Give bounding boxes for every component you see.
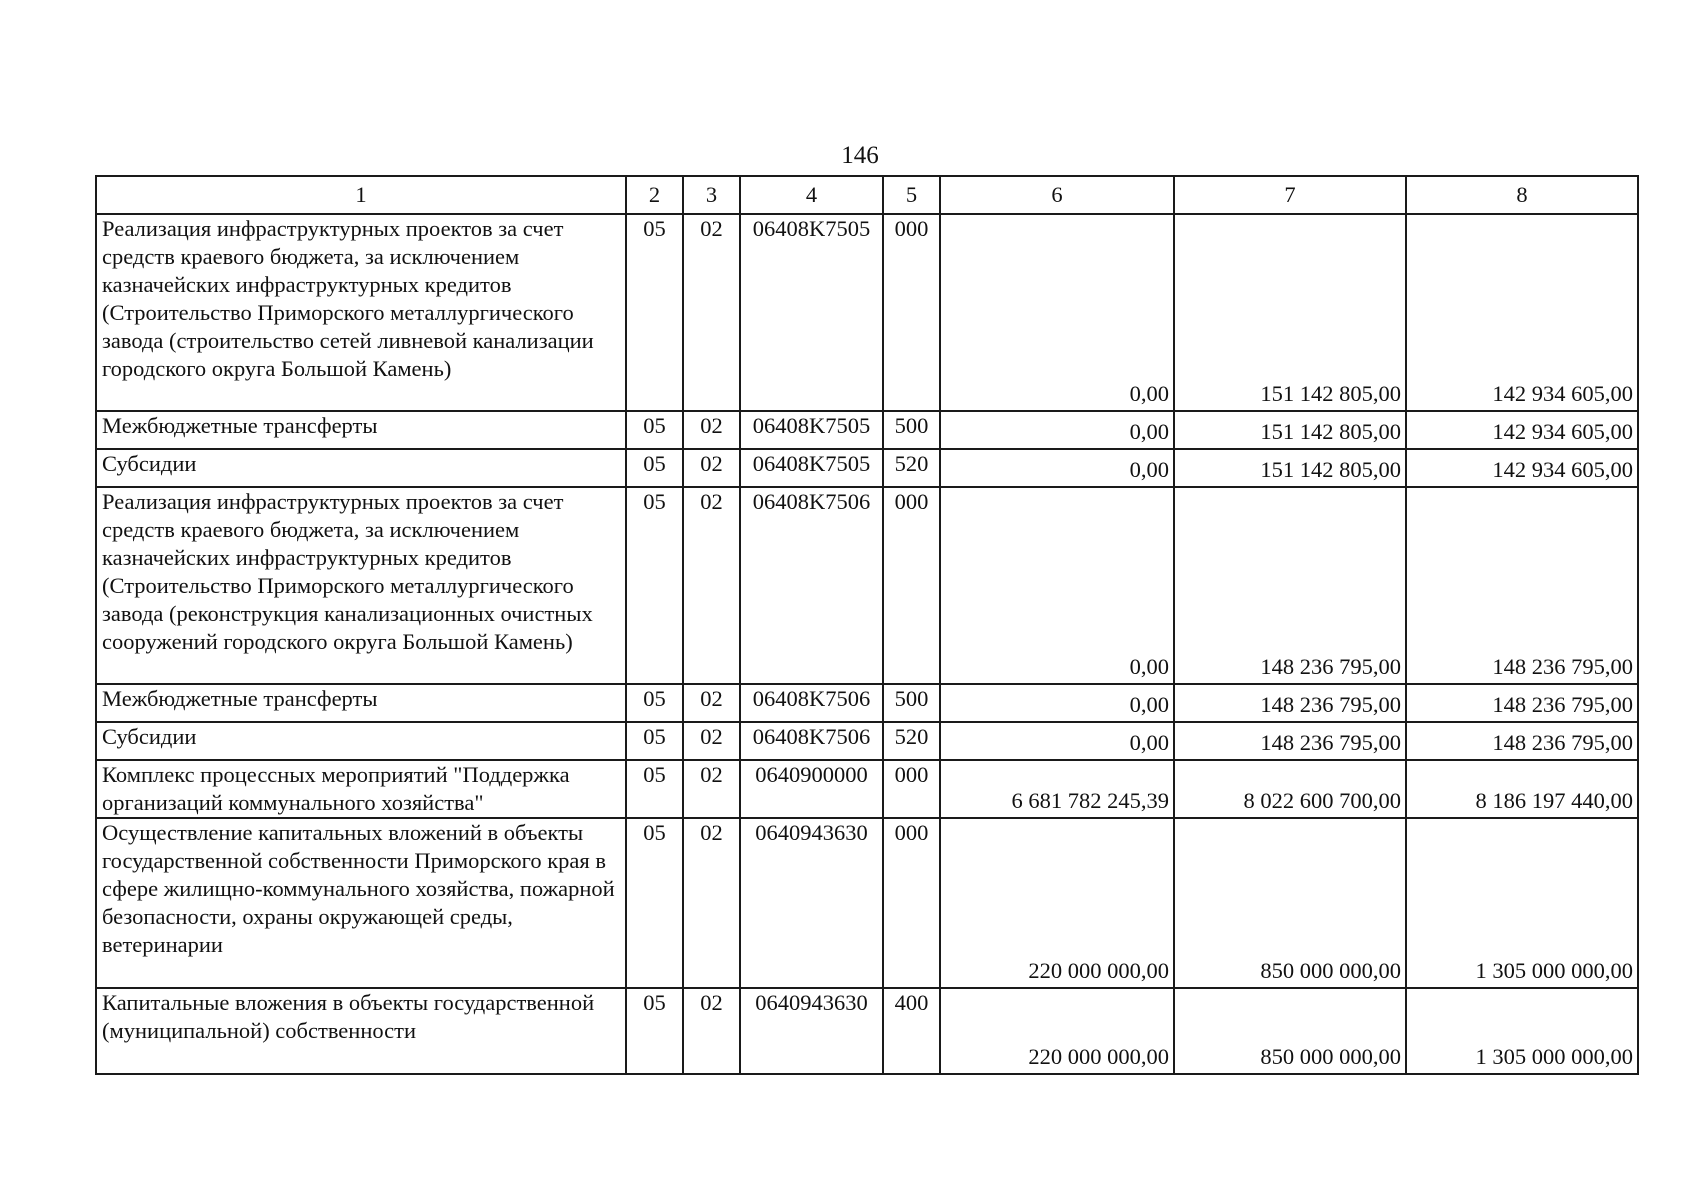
target-article-code: 06408K7506 <box>740 722 883 760</box>
section-code: 05 <box>626 684 683 722</box>
table-row <box>96 487 1638 684</box>
table-row <box>96 722 1638 760</box>
amount-col6: 0,00 <box>940 449 1174 487</box>
row-name: Реализация инфраструктурных проектов за счет средств краевого бюджета, за исключением казначейских инфраструктурных кредитов (Строительство Приморского металлургического завода (реконструкция канализационных очистных сооружений городского округа Большой Камень) <box>96 487 626 684</box>
expense-type-code: 000 <box>883 760 940 818</box>
amount-col6: 0,00 <box>940 487 1174 684</box>
subsection-code: 02 <box>683 411 740 449</box>
row-name: Осуществление капитальных вложений в объекты государственной собственности Приморского края в сфере жилищно-коммунального хозяйства, пожарной безопасности, охраны окружающей среды, ветеринарии <box>96 818 626 988</box>
table-row <box>96 684 1638 722</box>
amount-col8: 142 934 605,00 <box>1406 411 1638 449</box>
expense-type-code: 500 <box>883 411 940 449</box>
subsection-code: 02 <box>683 760 740 818</box>
target-article-code: 0640943630 <box>740 988 883 1074</box>
amount-col7: 148 236 795,00 <box>1174 684 1406 722</box>
section-code: 05 <box>626 988 683 1074</box>
expense-type-code: 520 <box>883 449 940 487</box>
subsection-code: 02 <box>683 214 740 411</box>
column-header: 7 <box>1174 176 1406 214</box>
expense-type-code: 000 <box>883 487 940 684</box>
budget-table <box>95 175 1639 1075</box>
row-name: Реализация инфраструктурных проектов за счет средств краевого бюджета, за исключением казначейских инфраструктурных кредитов (Строительство Приморского металлургического завода (строительство сетей ливневой канализации городского округа Большой Камень) <box>96 214 626 411</box>
row-name: Капитальные вложения в объекты государственной (муниципальной) собственности <box>96 988 626 1074</box>
section-code: 05 <box>626 760 683 818</box>
target-article-code: 0640943630 <box>740 818 883 988</box>
section-code: 05 <box>626 411 683 449</box>
amount-col7: 850 000 000,00 <box>1174 988 1406 1074</box>
amount-col8: 148 236 795,00 <box>1406 487 1638 684</box>
amount-col7: 151 142 805,00 <box>1174 411 1406 449</box>
amount-col7: 8 022 600 700,00 <box>1174 760 1406 818</box>
target-article-code: 06408K7506 <box>740 684 883 722</box>
section-code: 05 <box>626 722 683 760</box>
amount-col8: 1 305 000 000,00 <box>1406 988 1638 1074</box>
amount-col8: 148 236 795,00 <box>1406 684 1638 722</box>
amount-col6: 0,00 <box>940 411 1174 449</box>
table-row <box>96 988 1638 1074</box>
amount-col7: 151 142 805,00 <box>1174 214 1406 411</box>
amount-col8: 148 236 795,00 <box>1406 722 1638 760</box>
target-article-code: 0640900000 <box>740 760 883 818</box>
subsection-code: 02 <box>683 722 740 760</box>
amount-col6: 0,00 <box>940 684 1174 722</box>
amount-col8: 142 934 605,00 <box>1406 449 1638 487</box>
subsection-code: 02 <box>683 449 740 487</box>
table-row <box>96 449 1638 487</box>
amount-col7: 148 236 795,00 <box>1174 487 1406 684</box>
column-header: 3 <box>683 176 740 214</box>
expense-type-code: 520 <box>883 722 940 760</box>
row-name: Субсидии <box>96 722 626 760</box>
section-code: 05 <box>626 449 683 487</box>
expense-type-code: 000 <box>883 818 940 988</box>
table-header-row <box>96 176 1638 214</box>
table-row <box>96 760 1638 818</box>
amount-col7: 850 000 000,00 <box>1174 818 1406 988</box>
amount-col7: 148 236 795,00 <box>1174 722 1406 760</box>
amount-col8: 1 305 000 000,00 <box>1406 818 1638 988</box>
expense-type-code: 400 <box>883 988 940 1074</box>
expense-type-code: 500 <box>883 684 940 722</box>
subsection-code: 02 <box>683 684 740 722</box>
amount-col6: 220 000 000,00 <box>940 988 1174 1074</box>
section-code: 05 <box>626 214 683 411</box>
amount-col6: 6 681 782 245,39 <box>940 760 1174 818</box>
expense-type-code: 000 <box>883 214 940 411</box>
amount-col8: 142 934 605,00 <box>1406 214 1638 411</box>
column-header: 2 <box>626 176 683 214</box>
section-code: 05 <box>626 487 683 684</box>
table-row <box>96 411 1638 449</box>
row-name: Межбюджетные трансферты <box>96 684 626 722</box>
row-name: Комплекс процессных мероприятий "Поддержка организаций коммунального хозяйства" <box>96 760 626 818</box>
subsection-code: 02 <box>683 818 740 988</box>
target-article-code: 06408K7505 <box>740 214 883 411</box>
amount-col6: 0,00 <box>940 722 1174 760</box>
target-article-code: 06408K7506 <box>740 487 883 684</box>
column-header: 6 <box>940 176 1174 214</box>
subsection-code: 02 <box>683 487 740 684</box>
table-row <box>96 818 1638 988</box>
amount-col7: 151 142 805,00 <box>1174 449 1406 487</box>
row-name: Межбюджетные трансферты <box>96 411 626 449</box>
amount-col6: 220 000 000,00 <box>940 818 1174 988</box>
amount-col6: 0,00 <box>940 214 1174 411</box>
column-header: 4 <box>740 176 883 214</box>
subsection-code: 02 <box>683 988 740 1074</box>
column-header: 1 <box>96 176 626 214</box>
section-code: 05 <box>626 818 683 988</box>
page-number: 146 <box>841 142 879 169</box>
amount-col8: 8 186 197 440,00 <box>1406 760 1638 818</box>
column-header: 5 <box>883 176 940 214</box>
column-header: 8 <box>1406 176 1638 214</box>
target-article-code: 06408K7505 <box>740 449 883 487</box>
target-article-code: 06408K7505 <box>740 411 883 449</box>
row-name: Субсидии <box>96 449 626 487</box>
table-row <box>96 214 1638 411</box>
